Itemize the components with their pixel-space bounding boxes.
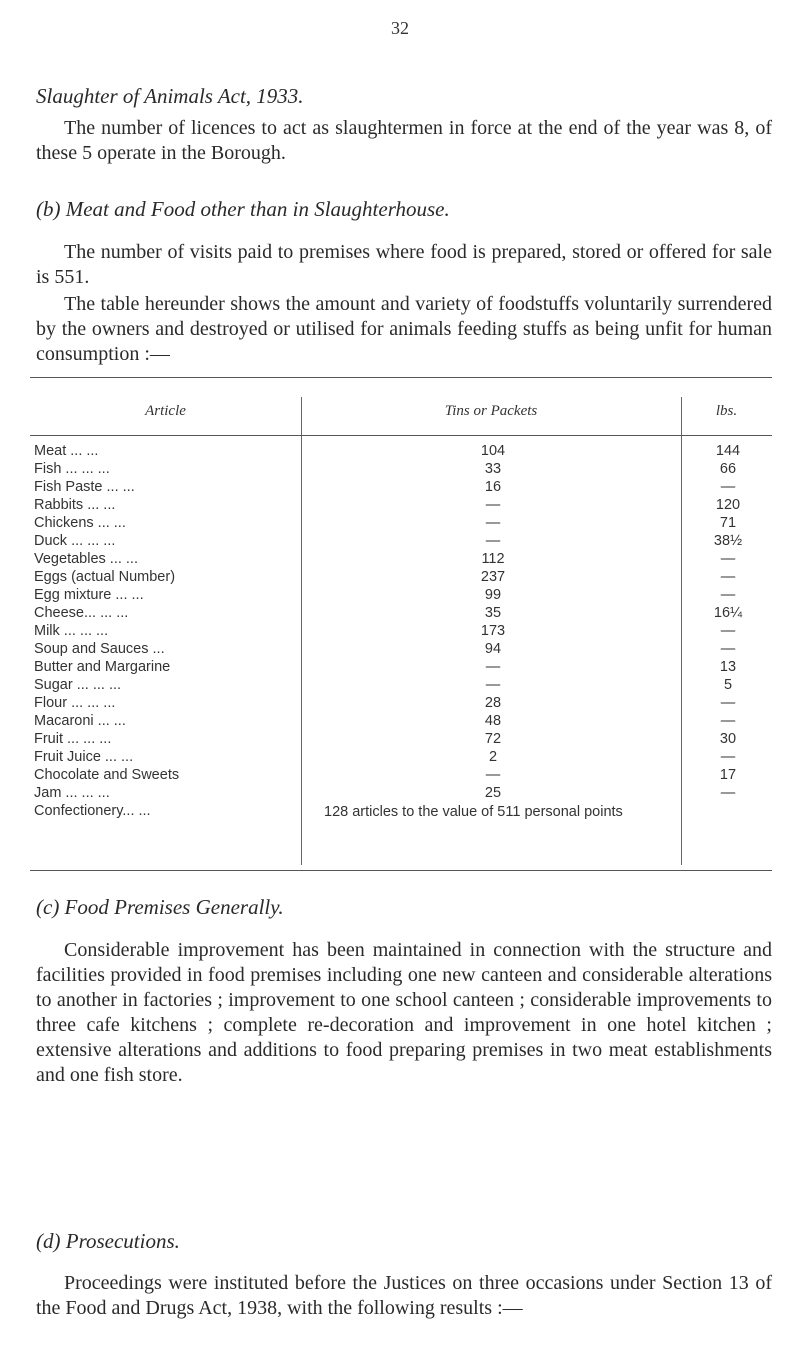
article-cell: Sugar ... ... ... xyxy=(34,677,122,693)
tins-cell: — xyxy=(485,533,501,549)
tins-cell: 104 xyxy=(480,443,506,459)
article-cell: Flour ... ... ... xyxy=(34,695,116,711)
article-cell: Chocolate and Sweets xyxy=(34,767,180,783)
tins-cell: — xyxy=(485,659,501,675)
table-row xyxy=(30,694,772,712)
header-tins-or-packets: Tins or Packets xyxy=(444,403,538,419)
article-cell: Butter and Margarine xyxy=(34,659,171,675)
table-row xyxy=(30,622,772,640)
article-cell: Fruit Juice ... ... xyxy=(34,749,134,765)
tins-cell: — xyxy=(485,767,501,783)
table-row xyxy=(30,766,772,784)
article-cell: Eggs (actual Number) xyxy=(34,569,176,585)
table-row xyxy=(30,658,772,676)
section-d-paragraph: Proceedings were instituted before the Justices on three occasions under Section 13 of the Food and Drugs Act, 1938, with the following results :— xyxy=(36,1272,772,1319)
table-row xyxy=(30,604,772,622)
table-row xyxy=(30,784,772,802)
tins-cell: — xyxy=(485,515,501,531)
lbs-cell: 13 xyxy=(719,659,737,675)
article-cell: Jam ... ... ... xyxy=(34,785,110,801)
lbs-cell: 38½ xyxy=(713,533,743,549)
lbs-cell: — xyxy=(720,479,736,495)
tins-cell: 112 xyxy=(481,551,505,567)
tins-cell: — xyxy=(485,677,501,693)
table-row xyxy=(30,640,772,658)
table-row xyxy=(30,586,772,604)
section-b-paragraph-1: The number of visits paid to premises where food is prepared, stored or offered for sale is 551. xyxy=(36,241,772,288)
lbs-cell: — xyxy=(720,785,736,801)
article-cell: Cheese... ... ... xyxy=(34,605,129,621)
lbs-cell: — xyxy=(720,569,736,585)
table-row xyxy=(30,748,772,766)
page-number: 32 xyxy=(391,18,409,38)
table-row xyxy=(30,532,772,550)
lbs-cell: 120 xyxy=(715,497,741,513)
table-row xyxy=(30,730,772,748)
header-rule xyxy=(30,435,301,436)
table-row xyxy=(30,568,772,586)
tins-cell: 94 xyxy=(484,641,502,657)
section-b-heading: (b) Meat and Food other than in Slaughterhouse. xyxy=(36,197,450,221)
foodstuffs-table xyxy=(30,377,772,871)
tins-cell: 28 xyxy=(484,695,502,711)
tins-cell: 48 xyxy=(484,713,502,729)
lbs-cell: — xyxy=(720,623,736,639)
article-cell: Duck ... ... ... xyxy=(34,533,116,549)
table-row xyxy=(30,442,772,460)
lbs-cell: 144 xyxy=(715,443,741,459)
section-d-heading: (d) Prosecutions. xyxy=(36,1229,180,1253)
lbs-cell: — xyxy=(720,713,736,729)
tins-cell: 72 xyxy=(484,731,502,747)
table-row xyxy=(30,802,772,842)
tins-cell: 25 xyxy=(484,785,502,801)
article-cell: Rabbits ... ... xyxy=(34,497,116,513)
lbs-cell: — xyxy=(720,749,736,765)
header-article: Article xyxy=(145,403,186,419)
lbs-cell: — xyxy=(720,551,736,567)
article-cell: Confectionery... ... xyxy=(34,803,151,819)
article-cell: Fish Paste ... ... xyxy=(34,479,135,495)
header-rule xyxy=(301,435,681,436)
lbs-cell: 16¼ xyxy=(713,605,743,621)
header-lbs: lbs. xyxy=(715,403,738,419)
table-row xyxy=(30,712,772,730)
article-cell: Vegetables ... ... xyxy=(34,551,138,567)
table-row xyxy=(30,478,772,496)
article-cell: Egg mixture ... ... xyxy=(34,587,144,603)
tins-cell: 33 xyxy=(484,461,502,477)
article-cell: Fish ... ... ... xyxy=(34,461,110,477)
table-row xyxy=(30,460,772,478)
tins-cell: 128 articles to the value of 511 personal points xyxy=(324,804,623,820)
lbs-cell: 71 xyxy=(719,515,737,531)
tins-cell: — xyxy=(485,497,501,513)
article-cell: Macaroni ... ... xyxy=(34,713,126,729)
table-row xyxy=(30,550,772,568)
tins-cell: 237 xyxy=(480,569,506,585)
lbs-cell: 30 xyxy=(719,731,737,747)
lbs-cell: — xyxy=(720,641,736,657)
section-b-paragraph-2: The table hereunder shows the amount and variety of foodstuffs voluntarily surrendered by the owners and destroyed or utilised for animals feeding stuffs as being unfit for human consumption :— xyxy=(36,293,772,365)
section-a-heading: Slaughter of Animals Act, 1933. xyxy=(36,84,304,108)
section-c-heading: (c) Food Premises Generally. xyxy=(36,895,284,919)
lbs-cell: 5 xyxy=(723,677,733,693)
section-c-paragraph: Considerable improvement has been maintained in connection with the structure and facilities provided in food premises including one new canteen and considerable alterations to another in factories ; improvement to one school canteen ; considerable improvements to three cafe kitchens ; complete re-decoration and improvement in one hotel kitchen ; extensive alterations and additions to food preparing premises in two meat establishments and one fish store. xyxy=(36,939,772,1086)
lbs-cell: — xyxy=(720,587,736,603)
article-cell: Fruit ... ... ... xyxy=(34,731,112,747)
article-cell: Milk ... ... ... xyxy=(34,623,109,639)
table-top-rule xyxy=(30,377,772,378)
table-bottom-rule xyxy=(30,870,772,871)
article-cell: Soup and Sauces ... xyxy=(34,641,165,657)
table-row xyxy=(30,496,772,514)
lbs-cell: 66 xyxy=(719,461,737,477)
tins-cell: 173 xyxy=(480,623,506,639)
tins-cell: 35 xyxy=(484,605,502,621)
lbs-cell: 17 xyxy=(719,767,737,783)
tins-cell: 16 xyxy=(484,479,502,495)
article-cell: Chickens ... ... xyxy=(34,515,126,531)
tins-cell: 2 xyxy=(488,749,498,765)
article-cell: Meat ... ... xyxy=(34,443,99,459)
section-a-paragraph: The number of licences to act as slaughtermen in force at the end of the year was 8, of these 5 operate in the Borough. xyxy=(36,117,772,164)
header-rule xyxy=(681,435,772,436)
tins-cell: 99 xyxy=(484,587,502,603)
table-row xyxy=(30,676,772,694)
table-row xyxy=(30,514,772,532)
lbs-cell: — xyxy=(720,695,736,711)
